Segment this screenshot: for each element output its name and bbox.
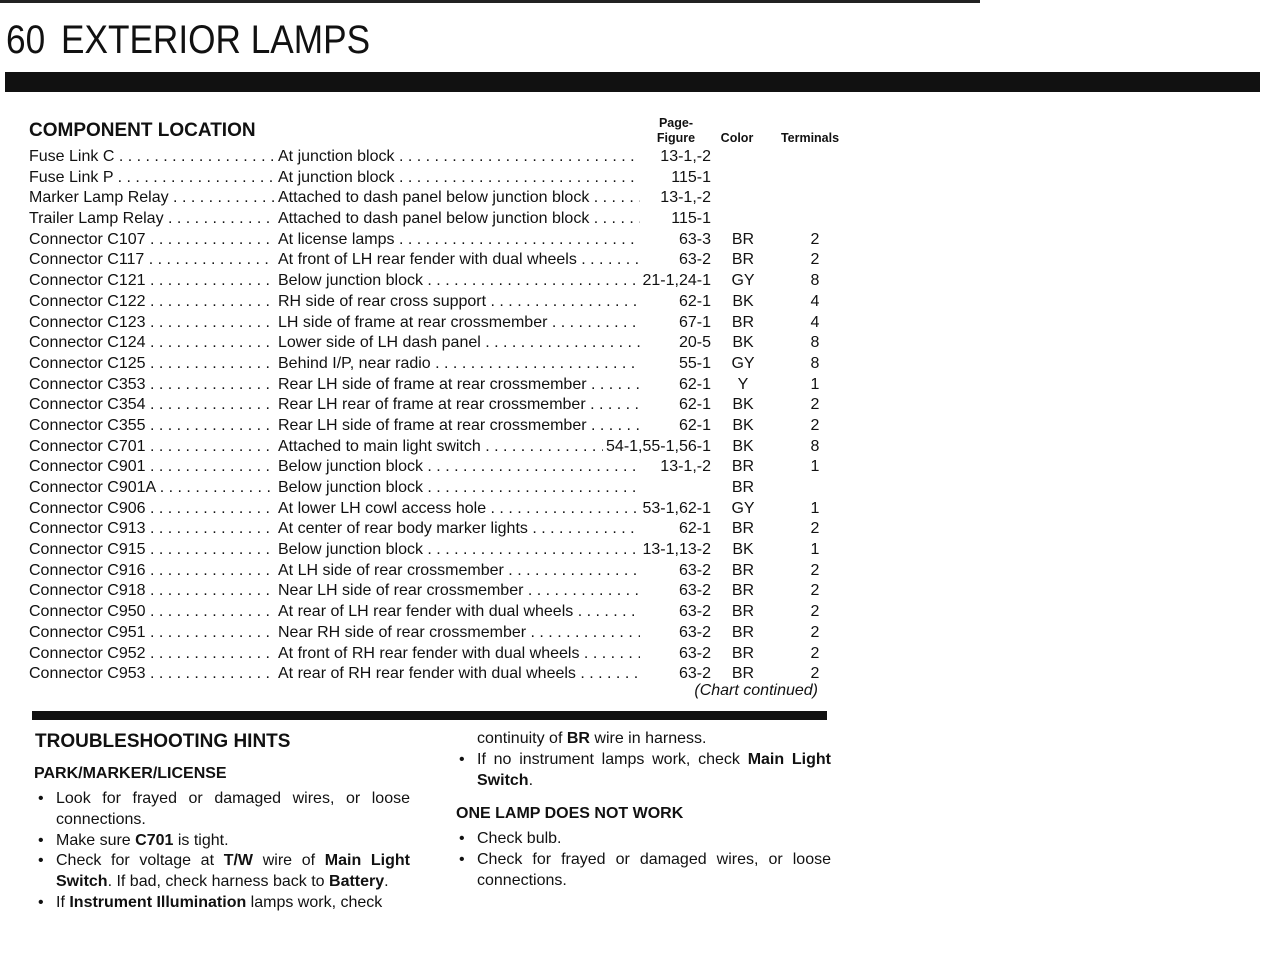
hint-item (34, 789, 410, 831)
hint-text: Check for voltage at (56, 852, 224, 870)
component-color: Y (737, 375, 749, 393)
component-color: BR (731, 520, 755, 538)
table-row (0, 333, 860, 354)
component-name: Marker Lamp Relay . . . (29, 188, 274, 209)
hint-emphasis: Main Light Switch (56, 852, 411, 891)
table-row (0, 250, 860, 271)
component-name: Connector C124 . . . (29, 333, 274, 354)
component-name: Connector C901A . . . (29, 478, 274, 499)
hint-item (34, 851, 410, 893)
hint-item (455, 850, 831, 892)
component-location: At license lamps . . . (278, 230, 640, 251)
component-page-figure (560, 395, 711, 416)
table-row (0, 168, 860, 189)
component-terminals: 2 (810, 520, 820, 538)
component-page-figure-value: 62-1 (676, 520, 711, 537)
component-page-figure (560, 644, 711, 665)
component-page-figure-value: 115-1 (668, 210, 711, 227)
component-page-figure (560, 623, 711, 644)
table-row (0, 313, 860, 334)
hint-text: Look for frayed or damaged wires, or loose connections. (56, 790, 410, 828)
component-page-figure-value: 63-2 (676, 624, 711, 641)
hint-emphasis: Instrument Illumination (69, 893, 247, 911)
component-location: At front of RH rear fender with dual wheels . . . (278, 644, 640, 665)
component-page-figure (560, 188, 711, 209)
park-marker-license-hints-continued (455, 750, 831, 792)
component-location: At front of LH rear fender with dual wheels . . . (278, 250, 640, 271)
table-row (0, 354, 860, 375)
component-location: Attached to main light switch . . . (278, 437, 640, 458)
component-color: BK (732, 396, 754, 414)
component-page-figure (560, 519, 711, 540)
hint-item (34, 831, 410, 852)
component-page-figure (560, 313, 711, 334)
component-terminals: 8 (810, 354, 820, 372)
component-location: Rear LH rear of frame at rear crossmember . . . (278, 395, 640, 416)
hint-emphasis: Main Light Switch (477, 751, 831, 789)
component-terminals: 2 (810, 644, 820, 662)
component-name: Connector C123 . . . (29, 313, 274, 334)
hint-text: . (528, 771, 534, 789)
component-page-figure (560, 602, 711, 623)
table-row (0, 271, 860, 292)
component-location: Lower side of LH dash panel . . . (278, 333, 640, 354)
component-location: At lower LH cowl access hole . . . (278, 499, 640, 520)
component-name: Connector C953 . . . (29, 664, 274, 685)
component-page-figure-value: 13-1,13-2 (640, 541, 712, 558)
component-color: BK (732, 334, 754, 352)
component-page-figure (560, 333, 711, 354)
component-location: RH side of rear cross support . . . (278, 292, 640, 313)
component-color: BR (731, 665, 755, 683)
component-terminals: 1 (810, 499, 820, 517)
component-page-figure-value: 63-2 (676, 665, 711, 682)
component-terminals: 2 (810, 623, 820, 641)
table-row (0, 147, 860, 168)
component-color: GY (731, 354, 755, 372)
table-row (0, 375, 860, 396)
component-name: Fuse Link C . . . (29, 147, 274, 168)
component-location: Near LH side of rear crossmember . . . (278, 581, 640, 602)
component-location: Attached to dash panel below junction block . . . (278, 209, 640, 230)
component-name: Connector C913 . . . (29, 519, 274, 540)
component-page-figure (560, 375, 711, 396)
component-terminals: 1 (810, 375, 820, 393)
component-name: Connector C916 . . . (29, 561, 274, 582)
component-page-figure (560, 540, 711, 561)
component-terminals: 2 (810, 230, 820, 248)
component-location: At LH side of rear crossmember . . . (278, 561, 640, 582)
component-color: BR (731, 623, 755, 641)
hint-text: If no instrument lamps work, check (477, 751, 748, 768)
hint-text: Check bulb. (477, 830, 562, 847)
component-name: Connector C122 . . . (29, 292, 274, 313)
component-location: At junction block . . . (278, 147, 640, 168)
header-bar (5, 72, 1260, 92)
page-title: EXTERIOR LAMPS (61, 18, 371, 62)
component-page-figure (560, 561, 711, 582)
one-lamp-title: ONE LAMP DOES NOT WORK (456, 805, 684, 822)
hint-text: Check for frayed or damaged wires, or loose connections. (477, 850, 831, 889)
component-color: BR (731, 230, 755, 248)
component-page-figure-value: 63-2 (676, 562, 711, 579)
hint-text: wire of (253, 852, 325, 870)
column-header-page-figure (646, 116, 706, 146)
component-terminals: 2 (810, 561, 820, 579)
component-page-figure-value: 62-1 (676, 376, 711, 393)
table-row (0, 230, 860, 251)
component-name: Connector C353 . . . (29, 375, 274, 396)
component-page-figure-value (708, 479, 711, 496)
table-row (0, 188, 860, 209)
component-terminals: 2 (810, 582, 820, 600)
top-rule (0, 0, 980, 3)
component-name: Connector C951 . . . (29, 623, 274, 644)
component-page-figure-value: 63-2 (676, 603, 711, 620)
component-terminals: 2 (810, 416, 820, 434)
component-page-figure-value: 13-1,-2 (657, 148, 711, 165)
table-row (0, 602, 860, 623)
component-name: Connector C918 . . . (29, 581, 274, 602)
component-location: Below junction block . . . (278, 271, 640, 292)
component-terminals: 1 (810, 458, 820, 476)
component-terminals: 2 (810, 603, 820, 621)
component-location: At rear of LH rear fender with dual wheels . . . (278, 602, 640, 623)
table-row (0, 292, 860, 313)
component-page-figure (560, 499, 711, 520)
park-marker-license-title: PARK/MARKER/LICENSE (34, 765, 227, 782)
component-location: Below junction block . . . (278, 540, 640, 561)
component-page-figure (560, 168, 711, 189)
component-page-figure-value: 67-1 (676, 314, 711, 331)
component-location-title: COMPONENT LOCATION (29, 120, 256, 141)
component-name: Connector C952 . . . (29, 644, 274, 665)
component-page-figure-value: 21-1,24-1 (640, 272, 712, 289)
hint-text: continuity of (477, 730, 567, 747)
column-header-terminals: Terminals (780, 131, 840, 145)
component-page-figure-value: 62-1 (676, 293, 711, 310)
component-terminals: 4 (810, 292, 820, 310)
component-terminals: 2 (810, 665, 820, 683)
component-page-figure-value: 20-5 (676, 334, 711, 351)
component-page-figure-value: 53-1,62-1 (640, 500, 712, 517)
component-page-figure (560, 250, 711, 271)
hint-text: . If bad, check harness back to (107, 873, 330, 891)
component-page-figure-value: 63-3 (676, 231, 711, 248)
component-name: Connector C901 . . . (29, 457, 274, 478)
component-name: Fuse Link P . . . (29, 168, 274, 189)
troubleshooting-title: TROUBLESHOOTING HINTS (35, 731, 291, 752)
component-color: BR (731, 313, 755, 331)
component-color: BK (732, 292, 754, 310)
park-marker-license-hints (34, 789, 410, 914)
hint-text: is tight. (173, 831, 229, 849)
chart-continued-note: (Chart continued) (694, 682, 818, 699)
component-name: Connector C906 . . . (29, 499, 274, 520)
component-color: BR (731, 644, 755, 662)
page-number: 60 (6, 18, 46, 62)
component-terminals: 8 (810, 334, 820, 352)
component-terminals: 8 (810, 272, 820, 290)
component-location: Rear LH side of frame at rear crossmember . . . (278, 416, 640, 437)
table-row (0, 478, 860, 499)
table-row (0, 581, 860, 602)
page-header (6, 14, 370, 66)
one-lamp-hints (455, 829, 831, 891)
component-name: Connector C355 . . . (29, 416, 274, 437)
component-name: Connector C950 . . . (29, 602, 274, 623)
table-row (0, 540, 860, 561)
hint-emphasis: T/W (223, 852, 254, 870)
column-header-page-figure-line1: Page- (658, 116, 694, 130)
component-name: Connector C121 . . . (29, 271, 274, 292)
component-page-figure (560, 437, 711, 458)
component-page-figure-value: 63-2 (676, 251, 711, 268)
hint-text: Make sure (56, 831, 136, 849)
component-location: Rear LH side of frame at rear crossmember . . . (278, 375, 640, 396)
hint-item (455, 829, 831, 850)
component-location: Attached to dash panel below junction block . . . (278, 188, 640, 209)
component-color: BR (731, 251, 755, 269)
component-color: BK (732, 541, 754, 559)
component-name: Connector C701 . . . (29, 437, 274, 458)
component-page-figure-value: 115-1 (668, 169, 711, 186)
table-row (0, 623, 860, 644)
component-color: BR (731, 582, 755, 600)
component-page-figure-value: 62-1 (676, 396, 711, 413)
component-location: LH side of frame at rear crossmember . . . (278, 313, 640, 334)
component-name: Trailer Lamp Relay . . . (29, 209, 274, 230)
component-location: Behind I/P, near radio . . . (278, 354, 640, 375)
component-terminals: 1 (810, 541, 820, 559)
table-row (0, 561, 860, 582)
component-color: BR (731, 561, 755, 579)
component-page-figure (560, 478, 711, 499)
hint-emphasis: BR (566, 730, 590, 747)
component-page-figure-value: 63-2 (676, 645, 711, 662)
component-location: Near RH side of rear crossmember . . . (278, 623, 640, 644)
component-color: GY (731, 272, 755, 290)
component-page-figure (560, 292, 711, 313)
component-page-figure (560, 230, 711, 251)
component-name: Connector C107 . . . (29, 230, 274, 251)
column-header-page-figure-line2: Figure (656, 131, 696, 145)
hint-continuation (477, 729, 706, 750)
component-color: BK (732, 437, 754, 455)
hint-emphasis: Battery (329, 873, 385, 891)
table-row (0, 644, 860, 665)
component-color: BR (731, 603, 755, 621)
table-row (0, 457, 860, 478)
hint-text: . (384, 873, 389, 891)
table-row (0, 519, 860, 540)
component-location: Below junction block . . . (278, 457, 640, 478)
component-color: BK (732, 416, 754, 434)
hint-item (34, 893, 410, 914)
component-page-figure (560, 271, 711, 292)
component-page-figure-value: 13-1,-2 (657, 189, 711, 206)
component-page-figure (560, 457, 711, 478)
hint-text: wire in harness. (589, 730, 707, 747)
component-page-figure (560, 581, 711, 602)
component-terminals: 2 (810, 251, 820, 269)
table-row (0, 416, 860, 437)
column-header-color: Color (720, 131, 754, 145)
component-page-figure (560, 147, 711, 168)
component-terminals: 2 (810, 396, 820, 414)
component-page-figure-value: 54-1,55-1,56-1 (603, 438, 711, 455)
component-location: At junction block . . . (278, 168, 640, 189)
component-page-figure-value: 62-1 (676, 417, 711, 434)
component-terminals: 8 (810, 437, 820, 455)
component-page-figure (560, 354, 711, 375)
component-page-figure-value: 13-1,-2 (657, 458, 711, 475)
component-name: Connector C117 . . . (29, 250, 274, 271)
component-location: At rear of RH rear fender with dual wheels . . . (278, 664, 640, 685)
hint-emphasis: C701 (135, 831, 174, 849)
section-divider (32, 711, 827, 720)
hint-text: lamps work, check (246, 893, 383, 911)
component-page-figure (560, 209, 711, 230)
component-page-figure-value: 63-2 (676, 582, 711, 599)
table-row (0, 209, 860, 230)
table-row (0, 499, 860, 520)
component-name: Connector C125 . . . (29, 354, 274, 375)
component-color: BR (731, 479, 755, 496)
component-color: BR (731, 458, 755, 476)
component-name: Connector C915 . . . (29, 540, 274, 561)
table-row (0, 395, 860, 416)
component-location: At center of rear body marker lights . . . (278, 519, 640, 540)
component-terminals: 4 (810, 313, 820, 331)
component-color: GY (731, 499, 755, 517)
hint-item (455, 750, 831, 792)
component-table (0, 147, 860, 685)
hint-text: If (56, 893, 70, 911)
component-page-figure-value: 55-1 (676, 355, 711, 372)
component-name: Connector C354 . . . (29, 395, 274, 416)
table-row (0, 437, 860, 458)
component-page-figure (560, 416, 711, 437)
component-location: Below junction block . . . (278, 478, 640, 499)
